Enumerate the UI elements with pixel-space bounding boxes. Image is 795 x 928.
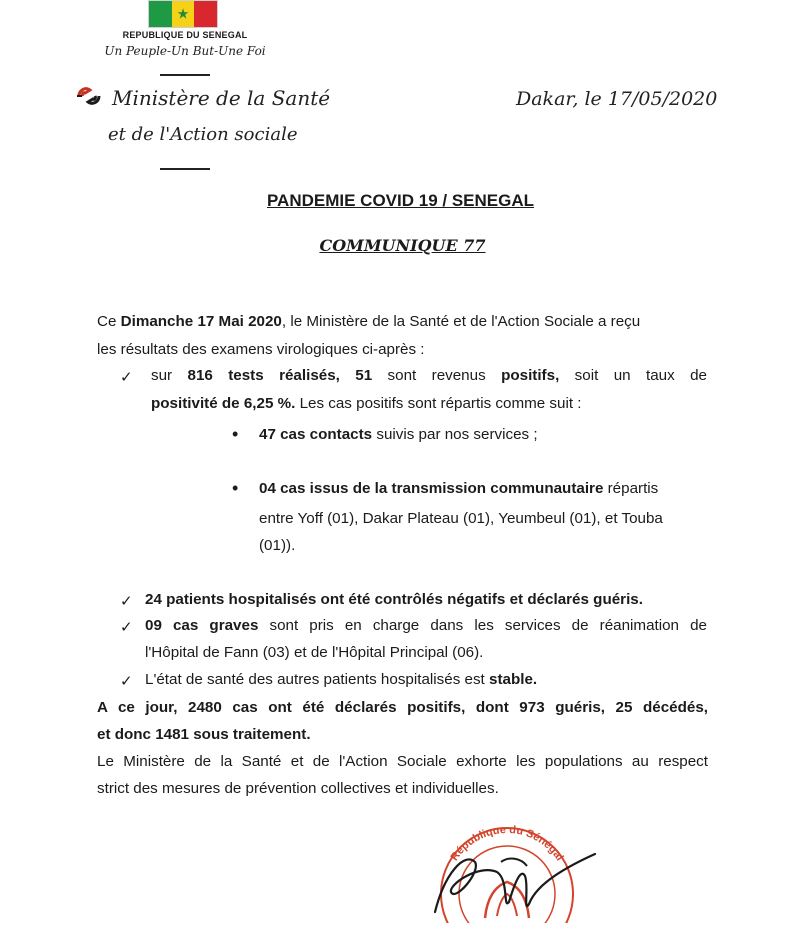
community-line2: entre Yoff (01), Dakar Plateau (01), Yeumbeul (01), et Touba: [259, 510, 663, 527]
closing-line2: strict des mesures de prévention collectives et individuelles.: [97, 780, 499, 797]
summary-line2: et donc 1481 sous traitement.: [97, 726, 311, 743]
national-motto: Un Peuple-Un But-Une Foi: [104, 44, 266, 58]
country-name: REPUBLIQUE DU SENEGAL: [122, 30, 248, 40]
bullet-icon: •: [232, 478, 239, 498]
communique-number: COMMUNIQUE 77: [319, 236, 486, 255]
flag-star-icon: ★: [176, 5, 190, 22]
stamp-text: République du Sénégal: [448, 823, 566, 864]
header-divider-bottom: [160, 168, 210, 170]
signature: [405, 832, 605, 916]
checkmark-icon: ✓: [120, 619, 133, 636]
community-line1: 04 cas issus de la transmission communautaire répartis: [259, 480, 659, 497]
ministry-logo-icon: [76, 84, 102, 108]
intro-line2: les résultats des examens virologiques ci-après :: [97, 341, 425, 358]
ministry-name-line2: et de l'Action sociale: [108, 124, 298, 145]
summary-line1: A ce jour, 2480 cas ont été déclarés positifs, dont 973 guéris, 25 décédés,: [97, 699, 708, 716]
tests-line2: positivité de 6,25 %. Les cas positifs sont répartis comme suit :: [151, 395, 582, 412]
checkmark-icon: ✓: [120, 593, 133, 610]
stable-line: L'état de santé des autres patients hospitalisés est stable.: [145, 671, 538, 688]
checkmark-icon: ✓: [120, 369, 133, 386]
closing-line1: Le Ministère de la Santé et de l'Action Sociale exhorte les populations au respect: [97, 753, 708, 770]
ministry-name-line1: Ministère de la Santé: [112, 86, 331, 110]
recovered-line: 24 patients hospitalisés ont été contrôlés négatifs et déclarés guéris.: [145, 591, 643, 608]
bullet-icon: •: [232, 424, 239, 444]
document-title: PANDEMIE COVID 19 / SENEGAL: [266, 191, 534, 210]
checkmark-icon: ✓: [120, 673, 133, 690]
severe-line1: 09 cas graves sont pris en charge dans les services de réanimation de: [145, 617, 707, 634]
contacts-line: 47 cas contacts suivis par nos services ;: [259, 426, 538, 443]
tests-line1: sur 816 tests réalisés, 51 sont revenus positifs, soit un taux de: [151, 367, 707, 384]
senegal-flag: [148, 0, 218, 28]
dateline: Dakar, le 17/05/2020: [516, 88, 718, 110]
intro-line1: Ce Dimanche 17 Mai 2020, le Ministère de la Santé et de l'Action Sociale a reçu: [97, 313, 641, 330]
header-divider-top: [160, 74, 210, 76]
intro-date: Dimanche 17 Mai 2020: [120, 313, 282, 330]
community-line3: (01)).: [259, 537, 296, 554]
severe-line2: l'Hôpital de Fann (03) et de l'Hôpital Principal (06).: [145, 644, 484, 661]
